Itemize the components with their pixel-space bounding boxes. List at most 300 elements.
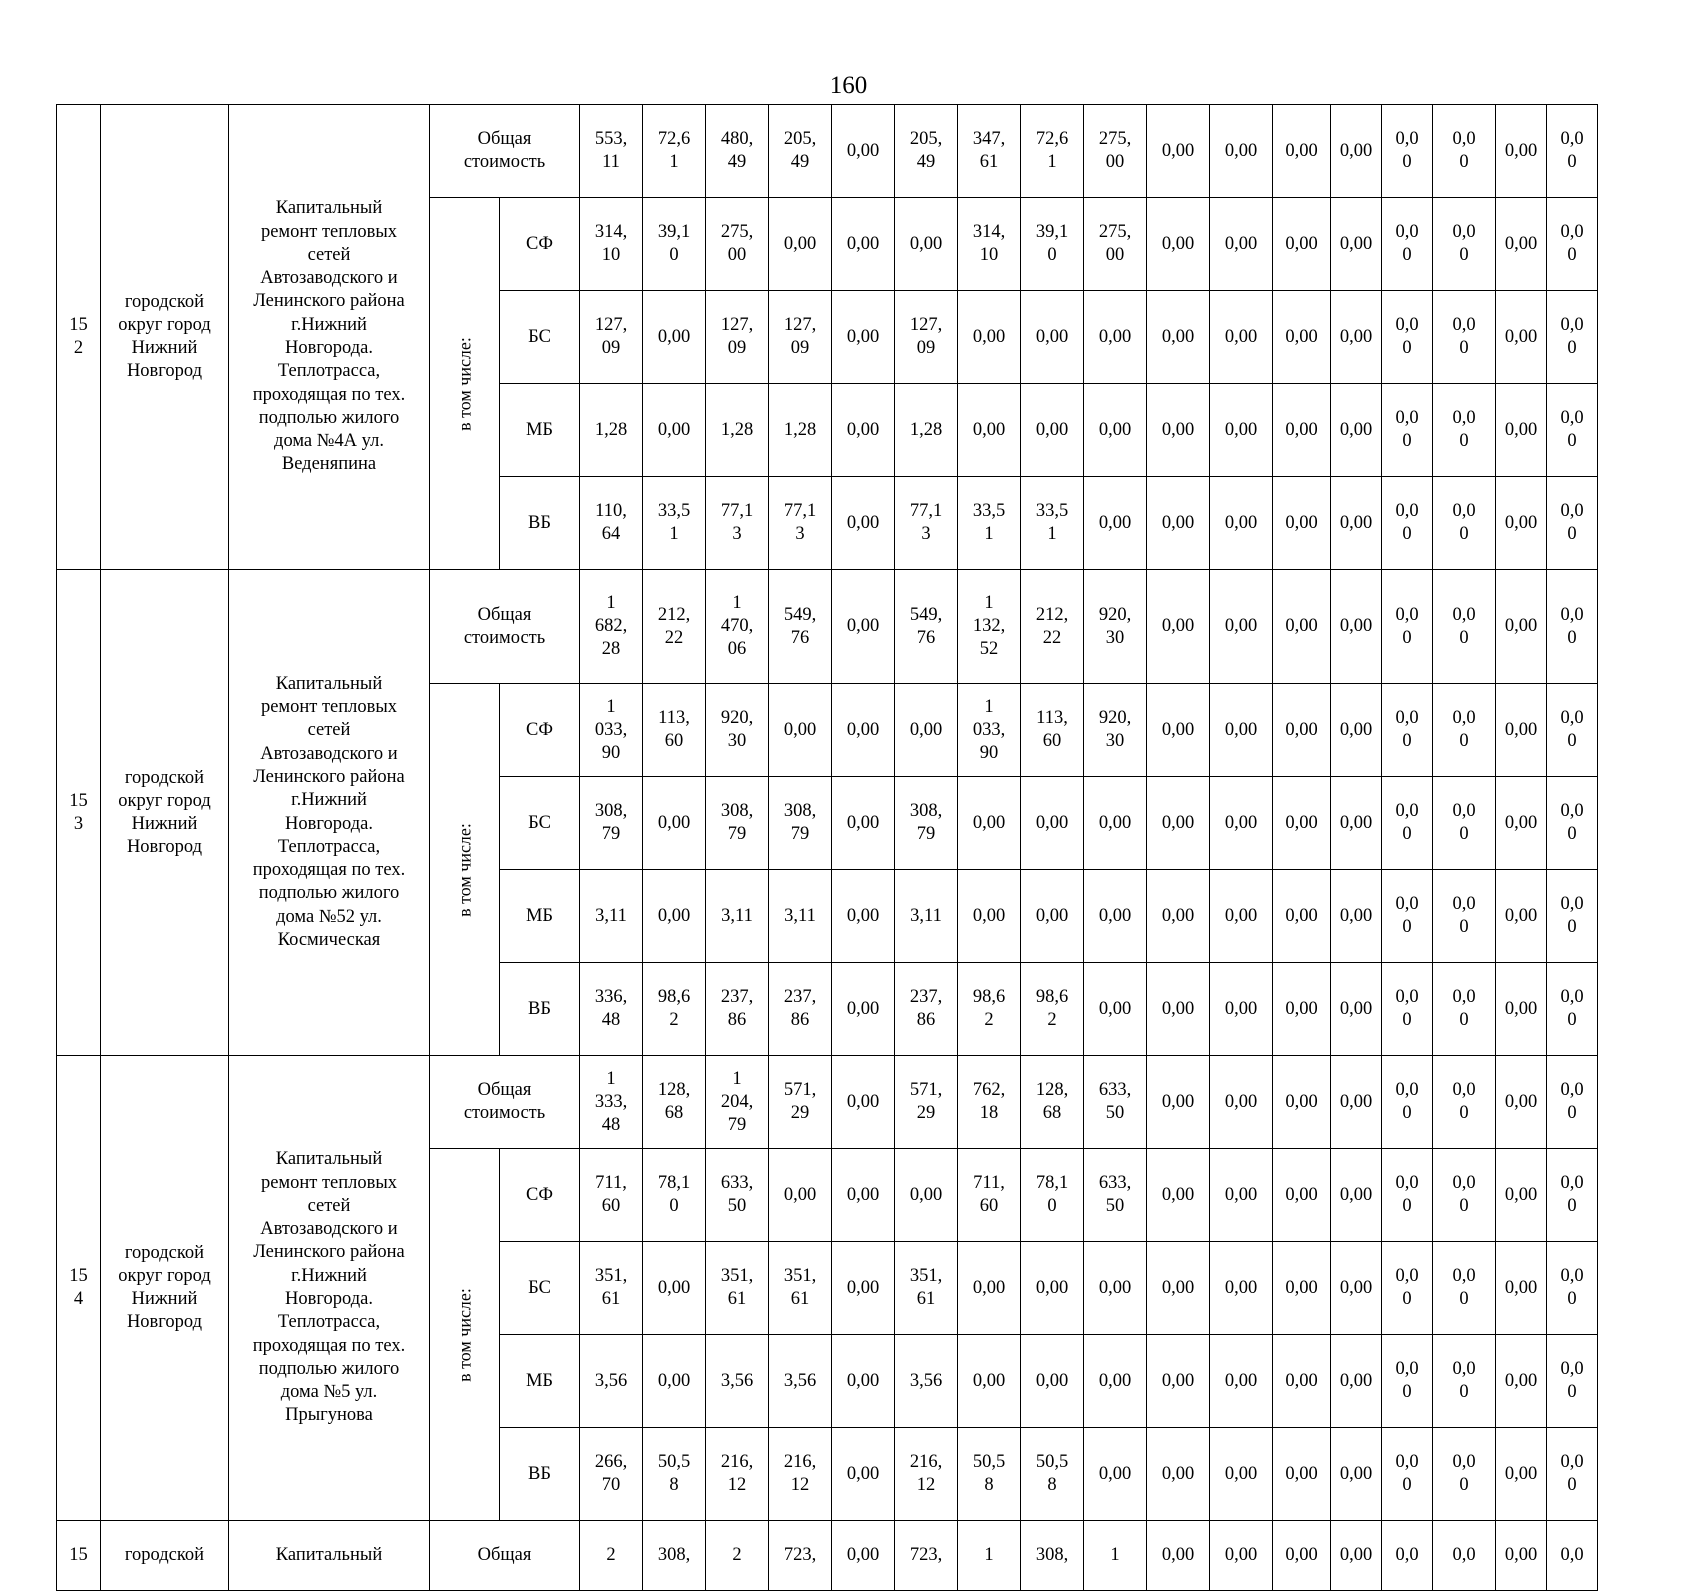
value-cell: 216, 12 xyxy=(706,1428,769,1521)
value-cell: 1,28 xyxy=(895,384,958,477)
value-cell: 72,6 1 xyxy=(1021,105,1084,198)
value-cell: 0,00 xyxy=(1496,1428,1547,1521)
value-cell: 1,28 xyxy=(706,384,769,477)
value-cell: 0,00 xyxy=(1084,1242,1147,1335)
value-cell: 127, 09 xyxy=(706,291,769,384)
value-cell: 0,0 0 xyxy=(1547,684,1598,777)
value-cell: 113, 60 xyxy=(1021,684,1084,777)
value-cell: 0,00 xyxy=(1147,1149,1210,1242)
value-cell: 0,0 0 xyxy=(1547,1149,1598,1242)
value-cell: 0,00 xyxy=(832,1521,895,1591)
value-cell: 0,00 xyxy=(1021,291,1084,384)
value-cell: 0,00 xyxy=(832,684,895,777)
value-cell: 3,56 xyxy=(769,1335,832,1428)
value-cell: 0,00 xyxy=(958,777,1021,870)
value-cell: 0,00 xyxy=(895,198,958,291)
value-cell: 0,00 xyxy=(1021,1242,1084,1335)
value-cell: 0,0 0 xyxy=(1382,684,1433,777)
value-cell: 0,00 xyxy=(1273,1521,1331,1591)
value-cell: 128, 68 xyxy=(1021,1056,1084,1149)
total-cost-label: Общая стоимость xyxy=(430,105,580,198)
value-cell: 0,00 xyxy=(1273,963,1331,1056)
funding-source-label: БС xyxy=(500,1242,580,1335)
value-cell: 0,00 xyxy=(832,1242,895,1335)
value-cell: 0,00 xyxy=(1147,198,1210,291)
value-cell: 0,00 xyxy=(1496,1521,1547,1591)
value-cell: 3,11 xyxy=(580,870,643,963)
value-cell: 275, 00 xyxy=(1084,105,1147,198)
value-cell: 0,00 xyxy=(1273,1428,1331,1521)
value-cell: 0,0 0 xyxy=(1382,870,1433,963)
value-cell: 98,6 2 xyxy=(1021,963,1084,1056)
row-number: 15 4 xyxy=(57,1056,101,1521)
value-cell: 0,0 0 xyxy=(1382,105,1433,198)
total-cost-label: Общая стоимость xyxy=(430,1056,580,1149)
value-cell: 0,00 xyxy=(1496,1056,1547,1149)
value-cell: 0,00 xyxy=(769,684,832,777)
municipality-cell: городской округ город Нижний Новгород xyxy=(101,1056,229,1521)
value-cell: 0,00 xyxy=(958,1335,1021,1428)
value-cell: 212, 22 xyxy=(643,570,706,684)
value-cell: 0,00 xyxy=(1331,1335,1382,1428)
value-cell: 0,0 0 xyxy=(1547,1056,1598,1149)
funding-source-label: БС xyxy=(500,777,580,870)
row-number: 15 3 xyxy=(57,570,101,1056)
value-cell: 0,00 xyxy=(1210,777,1273,870)
value-cell: 78,1 0 xyxy=(1021,1149,1084,1242)
funding-source-label: СФ xyxy=(500,198,580,291)
value-cell: 0,0 0 xyxy=(1547,105,1598,198)
value-cell: 0,00 xyxy=(832,870,895,963)
value-cell: 0,00 xyxy=(895,1149,958,1242)
value-cell: 0,00 xyxy=(832,963,895,1056)
value-cell: 0,00 xyxy=(1331,1428,1382,1521)
value-cell: 0,00 xyxy=(1273,1335,1331,1428)
value-cell: 351, 61 xyxy=(895,1242,958,1335)
value-cell: 0,00 xyxy=(1496,384,1547,477)
value-cell: 0,00 xyxy=(1210,1242,1273,1335)
funding-source-label: СФ xyxy=(500,1149,580,1242)
including-label-cell xyxy=(430,684,500,1056)
value-cell: 0,00 xyxy=(1210,105,1273,198)
value-cell: 50,5 8 xyxy=(643,1428,706,1521)
value-cell: 0,0 0 xyxy=(1547,570,1598,684)
value-cell: 0,00 xyxy=(1210,291,1273,384)
value-cell: 0,00 xyxy=(1273,684,1331,777)
table-row xyxy=(57,570,1598,684)
value-cell: 110, 64 xyxy=(580,477,643,570)
value-cell: 0,0 0 xyxy=(1433,477,1496,570)
value-cell: 0,00 xyxy=(1021,777,1084,870)
value-cell: 0,00 xyxy=(1331,1149,1382,1242)
value-cell: 0,0 0 xyxy=(1433,1149,1496,1242)
value-cell: 0,0 0 xyxy=(1433,198,1496,291)
value-cell: 0,00 xyxy=(1084,1335,1147,1428)
value-cell: 0,00 xyxy=(1331,198,1382,291)
value-cell: 0,00 xyxy=(832,1149,895,1242)
value-cell: 0,00 xyxy=(1331,105,1382,198)
value-cell: 237, 86 xyxy=(895,963,958,1056)
value-cell: 723, xyxy=(769,1521,832,1591)
value-cell: 0,00 xyxy=(1210,684,1273,777)
funding-source-label: МБ xyxy=(500,1335,580,1428)
value-cell: 266, 70 xyxy=(580,1428,643,1521)
value-cell: 0,0 0 xyxy=(1433,684,1496,777)
value-cell: 0,0 0 xyxy=(1382,777,1433,870)
value-cell: 77,1 3 xyxy=(895,477,958,570)
including-label-cell xyxy=(430,1149,500,1521)
value-cell: 0,0 0 xyxy=(1382,1056,1433,1149)
value-cell: 0,0 0 xyxy=(1382,1428,1433,1521)
value-cell: 0,00 xyxy=(832,1335,895,1428)
value-cell: 0,0 0 xyxy=(1547,870,1598,963)
value-cell: 0,0 0 xyxy=(1433,570,1496,684)
value-cell: 1 033, 90 xyxy=(958,684,1021,777)
value-cell: 2 xyxy=(580,1521,643,1591)
value-cell: 113, 60 xyxy=(643,684,706,777)
value-cell: 205, 49 xyxy=(769,105,832,198)
value-cell: 1 132, 52 xyxy=(958,570,1021,684)
value-cell: 2 xyxy=(706,1521,769,1591)
value-cell: 39,1 0 xyxy=(643,198,706,291)
value-cell: 0,00 xyxy=(1331,291,1382,384)
value-cell: 77,1 3 xyxy=(769,477,832,570)
value-cell: 0,0 0 xyxy=(1433,870,1496,963)
value-cell: 0,00 xyxy=(1084,384,1147,477)
value-cell: 0,0 0 xyxy=(1547,1428,1598,1521)
including-label: в том числе: xyxy=(454,336,474,431)
value-cell: 212, 22 xyxy=(1021,570,1084,684)
value-cell: 127, 09 xyxy=(580,291,643,384)
value-cell: 0,00 xyxy=(1273,477,1331,570)
value-cell: 0,00 xyxy=(769,1149,832,1242)
value-cell: 0,0 0 xyxy=(1382,963,1433,1056)
value-cell: 0,00 xyxy=(1021,384,1084,477)
value-cell: 1,28 xyxy=(769,384,832,477)
value-cell: 0,00 xyxy=(1273,1149,1331,1242)
value-cell: 0,0 0 xyxy=(1433,384,1496,477)
value-cell: 553, 11 xyxy=(580,105,643,198)
value-cell: 205, 49 xyxy=(895,105,958,198)
including-label-cell xyxy=(430,198,500,570)
value-cell: 0,0 0 xyxy=(1382,1242,1433,1335)
value-cell: 0,00 xyxy=(1147,870,1210,963)
value-cell: 0,0 0 xyxy=(1382,570,1433,684)
value-cell: 0,00 xyxy=(1084,1428,1147,1521)
value-cell: 0,0 0 xyxy=(1433,105,1496,198)
value-cell: 920, 30 xyxy=(1084,684,1147,777)
value-cell: 0,00 xyxy=(832,570,895,684)
funding-source-label: СФ xyxy=(500,684,580,777)
funding-source-label: ВБ xyxy=(500,477,580,570)
value-cell: 0,00 xyxy=(1210,477,1273,570)
value-cell: 351, 61 xyxy=(706,1242,769,1335)
value-cell: 0,00 xyxy=(832,777,895,870)
value-cell: 0,00 xyxy=(1496,105,1547,198)
value-cell: 0,0 0 xyxy=(1547,777,1598,870)
value-cell: 308, 79 xyxy=(895,777,958,870)
total-cost-label: Общая xyxy=(430,1521,580,1591)
value-cell: 0,00 xyxy=(1147,384,1210,477)
value-cell: 347, 61 xyxy=(958,105,1021,198)
value-cell: 216, 12 xyxy=(769,1428,832,1521)
value-cell: 0,00 xyxy=(643,384,706,477)
row-number: 15 xyxy=(57,1521,101,1591)
value-cell: 77,1 3 xyxy=(706,477,769,570)
value-cell: 0,00 xyxy=(1273,570,1331,684)
value-cell: 0,00 xyxy=(643,1335,706,1428)
project-description: Капитальный xyxy=(229,1521,430,1591)
value-cell: 0,00 xyxy=(1331,1056,1382,1149)
value-cell: 0,00 xyxy=(1273,777,1331,870)
value-cell: 0,00 xyxy=(1084,777,1147,870)
value-cell: 72,6 1 xyxy=(643,105,706,198)
funding-source-label: МБ xyxy=(500,870,580,963)
value-cell: 0,00 xyxy=(1331,684,1382,777)
value-cell: 0,0 xyxy=(1382,1521,1433,1591)
value-cell: 633, 50 xyxy=(1084,1149,1147,1242)
value-cell: 0,00 xyxy=(1496,477,1547,570)
value-cell: 0,00 xyxy=(1273,870,1331,963)
value-cell: 0,00 xyxy=(1147,1335,1210,1428)
value-cell: 0,00 xyxy=(1496,570,1547,684)
value-cell: 0,00 xyxy=(1331,1242,1382,1335)
value-cell: 1 204, 79 xyxy=(706,1056,769,1149)
funding-source-label: ВБ xyxy=(500,963,580,1056)
value-cell: 0,00 xyxy=(1273,105,1331,198)
value-cell: 0,00 xyxy=(1331,963,1382,1056)
value-cell: 78,1 0 xyxy=(643,1149,706,1242)
value-cell: 0,0 0 xyxy=(1382,1149,1433,1242)
value-cell: 0,00 xyxy=(1210,1335,1273,1428)
value-cell: 351, 61 xyxy=(580,1242,643,1335)
page-number: 160 xyxy=(829,72,868,99)
value-cell: 0,0 xyxy=(1547,1521,1598,1591)
value-cell: 3,56 xyxy=(580,1335,643,1428)
value-cell: 0,00 xyxy=(832,384,895,477)
value-cell: 0,00 xyxy=(1331,477,1382,570)
row-number: 15 2 xyxy=(57,105,101,570)
value-cell: 1 033, 90 xyxy=(580,684,643,777)
value-cell: 920, 30 xyxy=(1084,570,1147,684)
value-cell: 237, 86 xyxy=(769,963,832,1056)
value-cell: 0,00 xyxy=(958,291,1021,384)
value-cell: 0,00 xyxy=(1147,1428,1210,1521)
value-cell: 0,0 0 xyxy=(1433,291,1496,384)
value-cell: 308, xyxy=(643,1521,706,1591)
municipality-cell: городской xyxy=(101,1521,229,1591)
value-cell: 0,00 xyxy=(1210,963,1273,1056)
value-cell: 0,0 xyxy=(1433,1521,1496,1591)
value-cell: 0,00 xyxy=(1084,870,1147,963)
value-cell: 0,00 xyxy=(832,291,895,384)
value-cell: 0,00 xyxy=(1331,384,1382,477)
value-cell: 711, 60 xyxy=(958,1149,1021,1242)
value-cell: 0,00 xyxy=(1496,684,1547,777)
value-cell: 0,00 xyxy=(1084,291,1147,384)
value-cell: 0,00 xyxy=(1210,198,1273,291)
value-cell: 275, 00 xyxy=(706,198,769,291)
value-cell: 336, 48 xyxy=(580,963,643,1056)
value-cell: 0,00 xyxy=(1331,1521,1382,1591)
value-cell: 0,0 0 xyxy=(1547,477,1598,570)
table-row xyxy=(57,105,1598,198)
value-cell: 308, 79 xyxy=(769,777,832,870)
table-row xyxy=(57,1521,1598,1591)
value-cell: 0,00 xyxy=(1331,570,1382,684)
project-description: Капитальный ремонт тепловых сетей Автозаводского и Ленинского района г.Нижний Новгорода. Теплотрасса, проходящая по тех. подполью жилого дома №52 ул. Космическая xyxy=(229,570,430,1056)
value-cell: 571, 29 xyxy=(769,1056,832,1149)
value-cell: 0,00 xyxy=(958,384,1021,477)
value-cell: 0,0 0 xyxy=(1382,384,1433,477)
value-cell: 0,00 xyxy=(1021,870,1084,963)
value-cell: 0,00 xyxy=(1496,198,1547,291)
value-cell: 50,5 8 xyxy=(958,1428,1021,1521)
value-cell: 3,11 xyxy=(706,870,769,963)
value-cell: 0,0 0 xyxy=(1433,777,1496,870)
value-cell: 98,6 2 xyxy=(643,963,706,1056)
value-cell: 0,00 xyxy=(958,1242,1021,1335)
value-cell: 0,0 0 xyxy=(1382,477,1433,570)
value-cell: 0,0 0 xyxy=(1382,198,1433,291)
value-cell: 480, 49 xyxy=(706,105,769,198)
value-cell: 0,0 0 xyxy=(1547,291,1598,384)
value-cell: 0,0 0 xyxy=(1433,1428,1496,1521)
financing-table xyxy=(56,104,1598,1591)
value-cell: 0,00 xyxy=(1210,1149,1273,1242)
value-cell: 3,56 xyxy=(706,1335,769,1428)
value-cell: 0,00 xyxy=(1210,570,1273,684)
value-cell: 0,00 xyxy=(1147,777,1210,870)
value-cell: 1 470, 06 xyxy=(706,570,769,684)
value-cell: 351, 61 xyxy=(769,1242,832,1335)
value-cell: 0,0 0 xyxy=(1547,1242,1598,1335)
value-cell: 0,00 xyxy=(1273,1056,1331,1149)
value-cell: 0,00 xyxy=(832,198,895,291)
value-cell: 0,00 xyxy=(1331,777,1382,870)
value-cell: 0,00 xyxy=(832,477,895,570)
value-cell: 3,56 xyxy=(895,1335,958,1428)
value-cell: 308, xyxy=(1021,1521,1084,1591)
value-cell: 0,00 xyxy=(1496,291,1547,384)
value-cell: 0,00 xyxy=(1331,870,1382,963)
value-cell: 0,00 xyxy=(643,291,706,384)
value-cell: 920, 30 xyxy=(706,684,769,777)
value-cell: 0,00 xyxy=(1273,198,1331,291)
value-cell: 0,0 0 xyxy=(1547,963,1598,1056)
value-cell: 0,00 xyxy=(1147,1521,1210,1591)
value-cell: 0,0 0 xyxy=(1382,1335,1433,1428)
value-cell: 549, 76 xyxy=(769,570,832,684)
value-cell: 33,5 1 xyxy=(1021,477,1084,570)
value-cell: 0,00 xyxy=(1021,1335,1084,1428)
value-cell: 0,00 xyxy=(643,777,706,870)
value-cell: 237, 86 xyxy=(706,963,769,1056)
municipality-cell: городской округ город Нижний Новгород xyxy=(101,570,229,1056)
value-cell: 314, 10 xyxy=(580,198,643,291)
value-cell: 0,00 xyxy=(1210,1056,1273,1149)
value-cell: 0,00 xyxy=(832,1056,895,1149)
value-cell: 127, 09 xyxy=(895,291,958,384)
value-cell: 762, 18 xyxy=(958,1056,1021,1149)
value-cell: 128, 68 xyxy=(643,1056,706,1149)
value-cell: 711, 60 xyxy=(580,1149,643,1242)
value-cell: 0,00 xyxy=(1147,1242,1210,1335)
value-cell: 0,00 xyxy=(1273,384,1331,477)
value-cell: 549, 76 xyxy=(895,570,958,684)
value-cell: 723, xyxy=(895,1521,958,1591)
value-cell: 308, 79 xyxy=(580,777,643,870)
total-cost-label: Общая стоимость xyxy=(430,570,580,684)
value-cell: 33,5 1 xyxy=(958,477,1021,570)
value-cell: 1 xyxy=(1084,1521,1147,1591)
value-cell: 633, 50 xyxy=(1084,1056,1147,1149)
value-cell: 0,00 xyxy=(1147,1056,1210,1149)
value-cell: 308, 79 xyxy=(706,777,769,870)
including-label: в том числе: xyxy=(454,1287,474,1382)
value-cell: 1 xyxy=(958,1521,1021,1591)
value-cell: 0,00 xyxy=(1496,963,1547,1056)
value-cell: 0,00 xyxy=(1496,1149,1547,1242)
value-cell: 0,0 0 xyxy=(1433,1056,1496,1149)
value-cell: 33,5 1 xyxy=(643,477,706,570)
value-cell: 275, 00 xyxy=(1084,198,1147,291)
value-cell: 1,28 xyxy=(580,384,643,477)
value-cell: 0,00 xyxy=(1084,477,1147,570)
value-cell: 50,5 8 xyxy=(1021,1428,1084,1521)
value-cell: 0,00 xyxy=(1147,570,1210,684)
value-cell: 0,00 xyxy=(1147,291,1210,384)
value-cell: 0,0 0 xyxy=(1547,1335,1598,1428)
including-label: в том числе: xyxy=(454,822,474,917)
value-cell: 0,00 xyxy=(1210,870,1273,963)
value-cell: 3,11 xyxy=(895,870,958,963)
value-cell: 0,00 xyxy=(1147,963,1210,1056)
value-cell: 0,00 xyxy=(1496,1242,1547,1335)
value-cell: 0,00 xyxy=(832,105,895,198)
value-cell: 0,00 xyxy=(643,1242,706,1335)
value-cell: 0,0 0 xyxy=(1433,1335,1496,1428)
value-cell: 0,00 xyxy=(1147,477,1210,570)
value-cell: 0,00 xyxy=(958,870,1021,963)
value-cell: 0,00 xyxy=(1210,1521,1273,1591)
funding-source-label: МБ xyxy=(500,384,580,477)
value-cell: 0,0 0 xyxy=(1433,963,1496,1056)
value-cell: 0,0 0 xyxy=(1547,198,1598,291)
table-row xyxy=(57,1056,1598,1149)
value-cell: 1 682, 28 xyxy=(580,570,643,684)
value-cell: 0,00 xyxy=(1084,963,1147,1056)
value-cell: 0,00 xyxy=(832,1428,895,1521)
funding-source-label: ВБ xyxy=(500,1428,580,1521)
value-cell: 0,00 xyxy=(1496,870,1547,963)
value-cell: 0,0 0 xyxy=(1433,1242,1496,1335)
value-cell: 0,00 xyxy=(643,870,706,963)
value-cell: 0,00 xyxy=(895,684,958,777)
value-cell: 0,00 xyxy=(1273,291,1331,384)
project-description: Капитальный ремонт тепловых сетей Автозаводского и Ленинского района г.Нижний Новгорода. Теплотрасса, проходящая по тех. подполью жилого дома №4А ул. Веденяпина xyxy=(229,105,430,570)
value-cell: 216, 12 xyxy=(895,1428,958,1521)
value-cell: 0,00 xyxy=(769,198,832,291)
value-cell: 0,00 xyxy=(1496,1335,1547,1428)
value-cell: 0,00 xyxy=(1273,1242,1331,1335)
value-cell: 0,00 xyxy=(1210,384,1273,477)
value-cell: 1 333, 48 xyxy=(580,1056,643,1149)
value-cell: 0,00 xyxy=(1496,777,1547,870)
value-cell: 633, 50 xyxy=(706,1149,769,1242)
value-cell: 0,00 xyxy=(1147,105,1210,198)
value-cell: 98,6 2 xyxy=(958,963,1021,1056)
